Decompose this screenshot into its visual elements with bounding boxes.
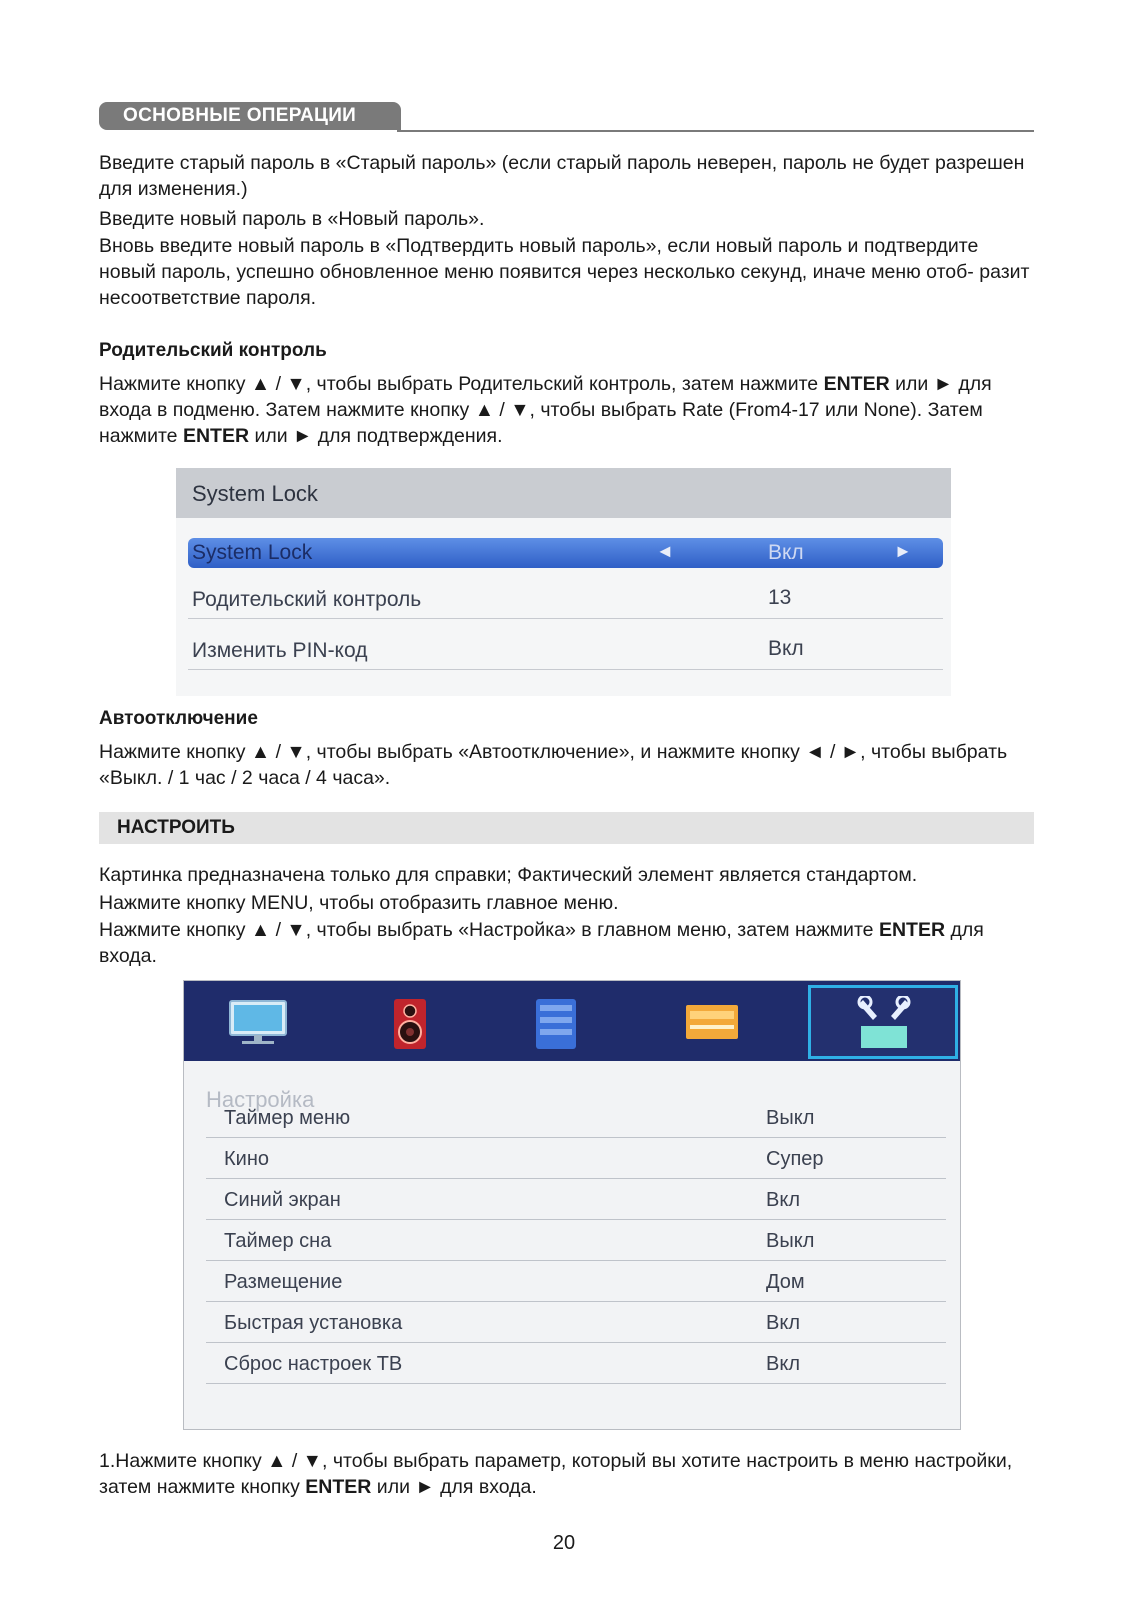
page-number: 20 (552, 1532, 576, 1554)
text-run: Нажмите кнопку ▲ / ▼, чтобы выбрать Родительский контроль, затем нажмите (99, 373, 824, 395)
row-label: Кино (224, 1148, 269, 1170)
row-value: Вкл (768, 637, 804, 660)
autooff-heading: Автоотключение (99, 708, 258, 729)
setup-row-location[interactable] (206, 1261, 946, 1302)
parental-paragraph (99, 371, 1034, 449)
menu-title: System Lock (176, 468, 951, 518)
row-value: Дом (766, 1271, 805, 1293)
tools-icon (855, 996, 913, 1052)
setup-paragraph-1: Картинка предназначена только для справки; Фактический элемент является стандартом. (99, 864, 918, 886)
setup-row-reset-tv[interactable] (206, 1343, 946, 1384)
text-run: для входа. (99, 919, 984, 967)
tv-icon[interactable] (228, 997, 276, 1047)
enter-key-label: ENTER (878, 919, 946, 941)
section-title: ОСНОВНЫЕ ОПЕРАЦИИ (99, 102, 401, 130)
setup-paragraph-3 (99, 917, 1034, 969)
arrow-right-icon[interactable]: ► (894, 541, 912, 561)
row-label: Изменить PIN-код (192, 639, 368, 662)
speaker-icon[interactable] (390, 997, 438, 1047)
section-divider (397, 130, 1034, 132)
section-header-basic-operations (99, 102, 1034, 132)
submenu-heading: Настройка (206, 1087, 315, 1112)
tools-tab-selected[interactable] (808, 985, 958, 1059)
enter-key-label: ENTER (305, 1476, 372, 1498)
autooff-paragraph: Нажмите кнопку ▲ / ▼, чтобы выбрать «Автоотключение», и нажмите кнопку ◄ / ►, чтобы выбрать «Выкл. / 1 час / 2 часа / 4 часа». (99, 741, 1008, 789)
channel-icon[interactable] (532, 997, 580, 1047)
row-value: Супер (766, 1148, 824, 1170)
text-run: или ► для входа в подменю. Затем нажмите кнопку ▲ / ▼, чтобы выбрать Rate (From4-17 или None). Затем нажмите (99, 373, 992, 447)
enter-key-label: ENTER (823, 373, 890, 395)
enter-key-label: ENTER (182, 425, 250, 447)
arrow-left-icon[interactable]: ◄ (656, 541, 674, 561)
step1-paragraph (99, 1448, 1034, 1500)
intro-paragraph-2: Введите новый пароль в «Новый пароль». (99, 208, 485, 230)
row-label: Сброс настроек ТВ (224, 1353, 403, 1375)
intro-paragraph-3: Вновь введите новый пароль в «Подтвердить новый пароль», если новый пароль и подтвердите новый пароль, успешно обновленное меню появится через несколько секунд, иначе меню отоб- разит несоответствие пароля. (99, 235, 1030, 309)
row-value: Вкл (766, 1353, 800, 1375)
row-label: Быстрая установка (224, 1312, 403, 1334)
setup-paragraph-2: Нажмите кнопку MENU, чтобы отобразить главное меню. (99, 892, 619, 914)
row-value: Вкл (766, 1189, 800, 1211)
row-value: Вкл (766, 1312, 800, 1334)
menu-row-parental-control[interactable] (188, 580, 943, 619)
system-lock-menu (176, 468, 951, 696)
row-value: Выкл (766, 1107, 815, 1129)
text-run: Нажмите кнопку ▲ / ▼, чтобы выбрать «Настройка» в главном меню, затем нажмите (99, 919, 879, 941)
text-run: или ► для входа. (371, 1476, 537, 1498)
parental-heading: Родительский контроль (99, 340, 327, 361)
row-label: Размещение (224, 1271, 343, 1293)
setup-row-blue-screen[interactable] (206, 1179, 946, 1220)
setup-row-quick-setup[interactable] (206, 1302, 946, 1343)
row-value: Вкл (768, 541, 804, 564)
menu-row-change-pin[interactable] (188, 631, 943, 670)
row-value: 13 (768, 586, 792, 609)
lock-icon[interactable] (684, 997, 732, 1047)
setup-row-cinema[interactable] (206, 1138, 946, 1179)
row-label: Синий экран (224, 1189, 341, 1211)
setup-row-menu-timer[interactable] (206, 1097, 946, 1138)
row-label: System Lock (192, 541, 313, 564)
row-label: Родительский контроль (192, 588, 422, 611)
menu-row-system-lock[interactable] (188, 538, 943, 568)
text-run: или ► для подтверждения. (249, 425, 503, 447)
text-run: 1.Нажмите кнопку ▲ / ▼, чтобы выбрать параметр, который вы хотите настроить в меню настройки, затем нажмите кнопку (99, 1450, 1013, 1498)
row-label: Таймер меню (224, 1107, 351, 1129)
row-label: Таймер сна (224, 1230, 332, 1252)
main-menu-icon-bar (184, 981, 960, 1061)
row-value: Выкл (766, 1230, 815, 1252)
setup-menu (183, 980, 961, 1430)
section-header-setup: НАСТРОИТЬ (99, 812, 1034, 844)
setup-row-sleep-timer[interactable] (206, 1220, 946, 1261)
intro-paragraph-1: Введите старый пароль в «Старый пароль» (если старый пароль неверен, пароль не будет разрешен для изменения.) (99, 152, 1025, 200)
